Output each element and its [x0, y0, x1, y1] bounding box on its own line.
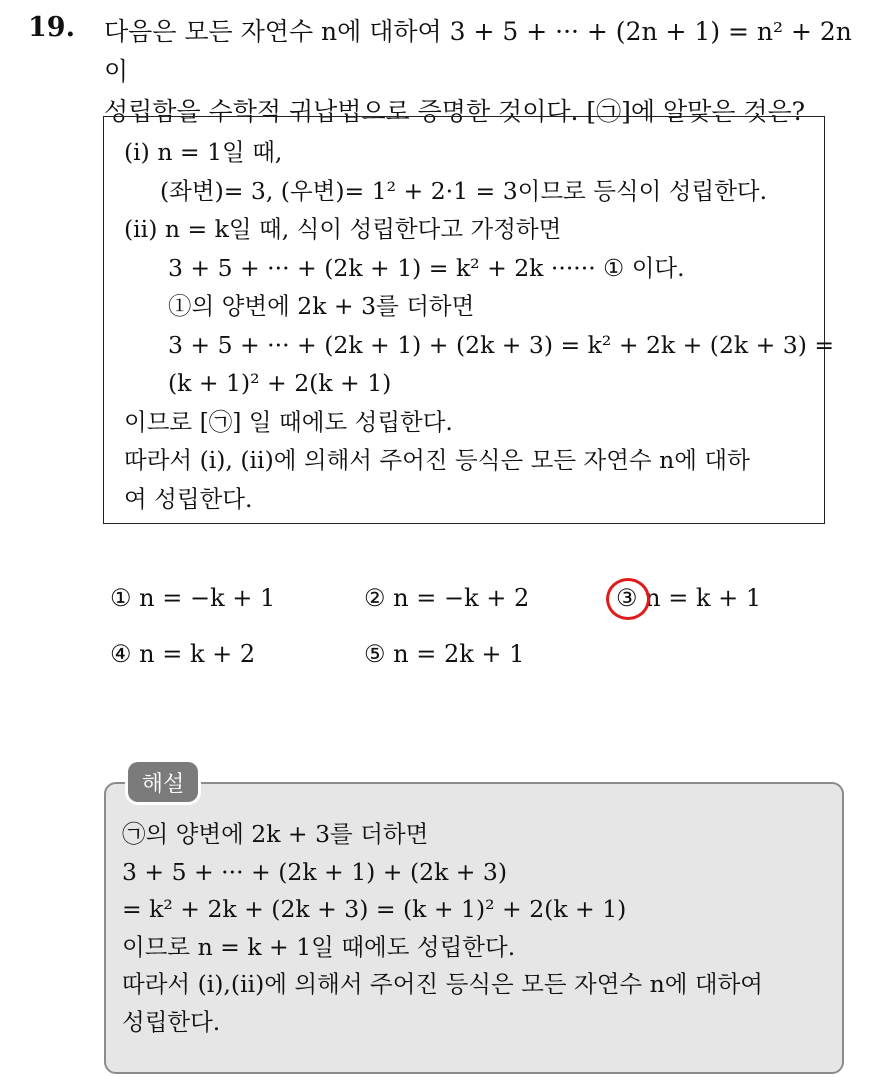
- solution-line: = k² + 2k + (2k + 3) = (k + 1)² + 2(k + 1): [122, 895, 627, 923]
- proof-line: (좌변)= 3, (우변)= 1² + 2·1 = 3이므로 등식이 성립한다.: [160, 176, 768, 205]
- choice-3[interactable]: [616, 584, 761, 612]
- choice-label: [616, 584, 638, 612]
- proof-line: 여 성립한다.: [124, 484, 253, 513]
- proof-line: (k + 1)² + 2(k + 1): [168, 369, 392, 397]
- question-number: 19.: [28, 12, 75, 43]
- choice-text: n = k + 2: [139, 640, 256, 668]
- proof-line: ①의 양변에 2k + 3를 더하면: [168, 292, 475, 320]
- proof-line: (i) n = 1일 때,: [124, 138, 283, 166]
- question-line-1: 다음은 모든 자연수 n에 대하여 3 + 5 + ··· + (2n + 1) = n² + 2n이: [104, 17, 852, 86]
- choice-label: ②: [364, 584, 386, 612]
- solution-tab: 해설: [128, 762, 198, 802]
- choice-text: n = −k + 1: [139, 584, 276, 612]
- proof-line: 3 + 5 + ··· + (2k + 1) = k² + 2k ······ ① 이다.: [168, 253, 685, 282]
- solution-line: 이므로 n = k + 1일 때에도 성립한다.: [122, 932, 516, 961]
- choice-text: n = 2k + 1: [393, 640, 525, 668]
- solution-line: 따라서 (i),(ii)에 의해서 주어진 등식은 모든 자연수 n에 대하여: [122, 970, 764, 998]
- solution-box: [104, 782, 844, 1074]
- proof-line: (ii) n = k일 때, 식이 성립한다고 가정하면: [124, 215, 562, 243]
- choice-label: ⑤: [364, 640, 386, 668]
- proof-line: 이므로 [㉠] 일 때에도 성립한다.: [124, 407, 453, 436]
- choice-1[interactable]: [110, 584, 275, 612]
- choice-text: n = −k + 2: [393, 584, 530, 612]
- choice-label-text: ③: [616, 584, 638, 612]
- solution-line: 성립한다.: [122, 1007, 221, 1036]
- question-text: [104, 12, 864, 132]
- choice-text: n = k + 1: [645, 584, 762, 612]
- proof-line: 따라서 (i), (ii)에 의해서 주어진 등식은 모든 자연수 n에 대하: [124, 446, 750, 474]
- choice-label: ①: [110, 584, 132, 612]
- solution-line: 3 + 5 + ··· + (2k + 1) + (2k + 3): [122, 857, 508, 886]
- solution-line: ㉠의 양변에 2k + 3를 더하면: [122, 820, 429, 848]
- proof-line: 3 + 5 + ··· + (2k + 1) + (2k + 3) = k² + 2k + (2k + 3) =: [168, 330, 835, 359]
- question-line-2: 성립함을 수학적 귀납법으로 증명한 것이다. [㉠]에 알맞은 것은?: [104, 97, 806, 126]
- choice-2[interactable]: [364, 584, 529, 612]
- proof-box: [103, 116, 835, 524]
- choice-label: ④: [110, 640, 132, 668]
- selected-answer-circle-icon: [606, 578, 650, 620]
- choice-4[interactable]: [110, 640, 255, 668]
- choice-5[interactable]: [364, 640, 524, 668]
